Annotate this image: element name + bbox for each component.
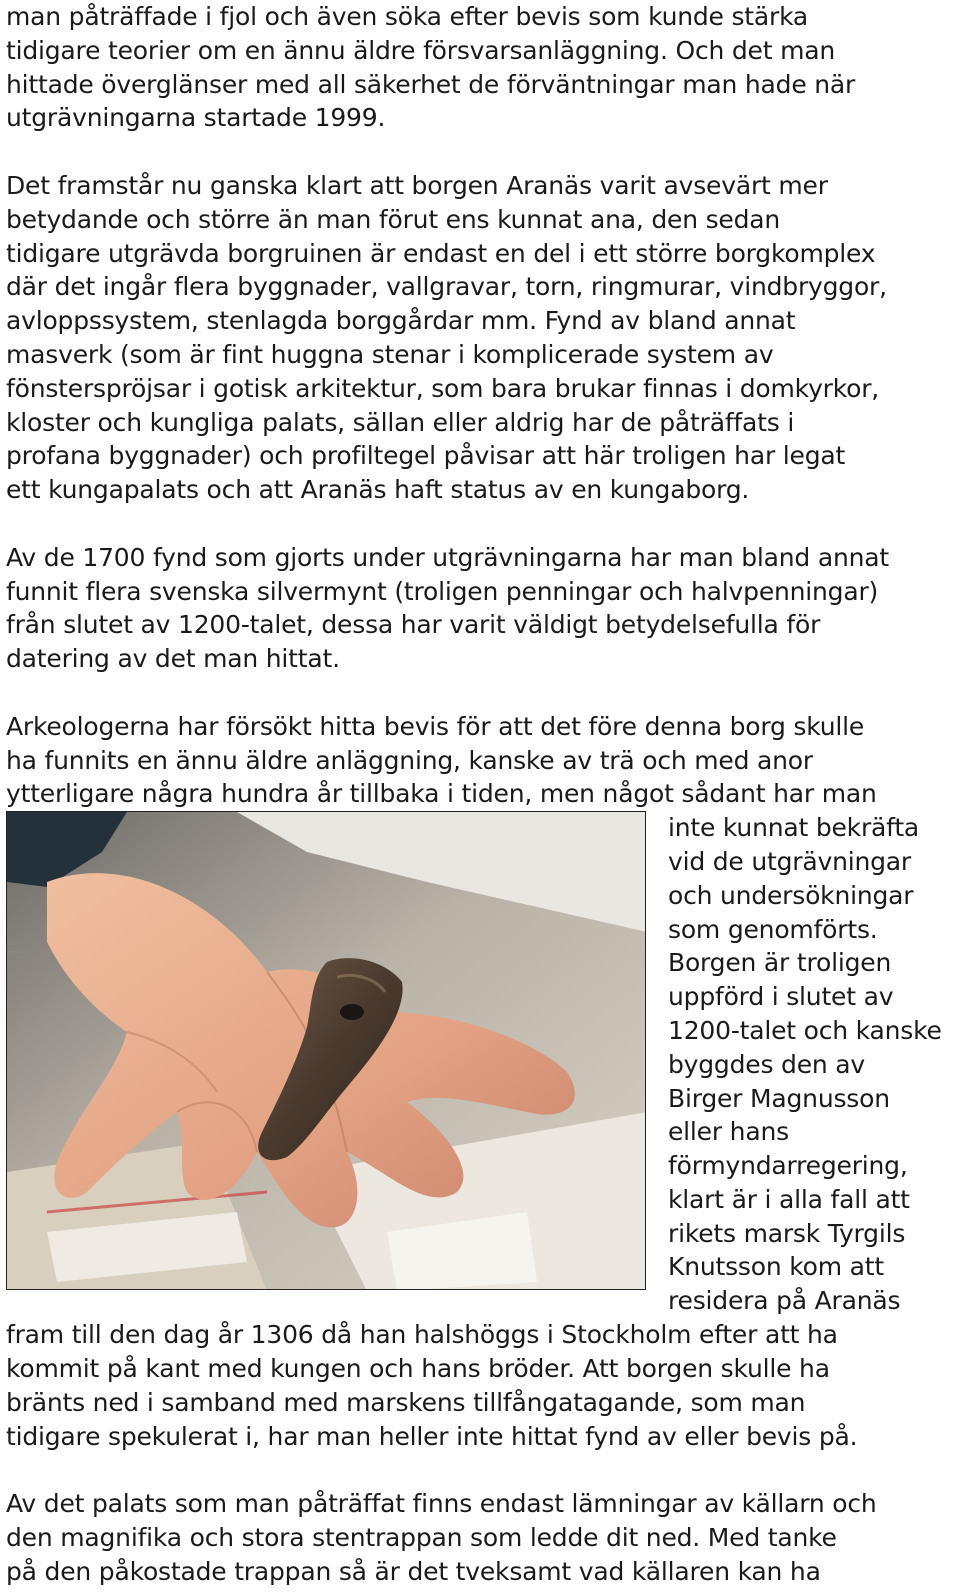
text-line: Av de 1700 fynd som gjorts under utgrävningarna har man bland annat bbox=[6, 542, 889, 572]
wrapped-text-column bbox=[668, 811, 958, 1318]
paragraph-1 bbox=[6, 0, 956, 135]
paragraph-spacer bbox=[6, 1453, 956, 1487]
paragraph-3 bbox=[6, 541, 956, 676]
text-line: residera på Aranäs bbox=[668, 1286, 901, 1316]
text-line: ett kungapalats och att Aranäs haft status av en kungaborg. bbox=[6, 475, 750, 505]
text-line: och undersökningar bbox=[668, 880, 914, 910]
text-line: Av det palats som man påträffat finns endast lämningar av källarn och bbox=[6, 1489, 877, 1519]
text-line: inte kunnat bekräfta bbox=[668, 813, 920, 843]
text-line: utgrävningarna startade 1999. bbox=[6, 103, 386, 133]
text-line: fönsterspröjsar i gotisk arkitektur, som bara brukar finnas i domkyrkor, bbox=[6, 373, 880, 403]
text-line: ytterligare några hundra år tillbaka i tiden, men något sådant har man bbox=[6, 779, 877, 809]
text-line: kloster och kungliga palats, sällan eller aldrig har de påträffats i bbox=[6, 407, 795, 437]
text-line: kommit på kant med kungen och hans bröder. Att borgen skulle ha bbox=[6, 1353, 830, 1383]
paragraph-4-continued bbox=[6, 1318, 956, 1453]
text-line: profana byggnader) och profiltegel påvisar att här troligen har legat bbox=[6, 441, 846, 471]
paragraph-2 bbox=[6, 169, 956, 507]
text-line: man påträffade i fjol och även söka efter bevis som kunde stärka bbox=[6, 2, 809, 31]
text-line: rikets marsk Tyrgils bbox=[668, 1218, 906, 1248]
document-page bbox=[6, 0, 956, 1589]
text-line: tidigare teorier om en ännu äldre försvarsanläggning. Och det man bbox=[6, 35, 835, 65]
text-line: på den påkostade trappan så är det tveksamt vad källaren kan ha bbox=[6, 1556, 821, 1586]
text-line: avloppssystem, stenlagda borggårdar mm. Fynd av bland annat bbox=[6, 306, 796, 336]
paragraph-spacer bbox=[6, 676, 956, 710]
text-line: bränts ned i samband med marskens tillfångatagande, som man bbox=[6, 1387, 806, 1417]
paragraph-spacer bbox=[6, 507, 956, 541]
text-line: byggdes den av bbox=[668, 1049, 865, 1079]
text-line: där det ingår flera byggnader, vallgravar, torn, ringmurar, vindbryggor, bbox=[6, 272, 887, 302]
figure-with-wrapped-text bbox=[6, 811, 956, 1318]
text-line: förmyndarregering, bbox=[668, 1151, 908, 1181]
text-line: Det framstår nu ganska klart att borgen Aranäs varit avsevärt mer bbox=[6, 170, 828, 200]
text-line: fram till den dag år 1306 då han halshöggs i Stockholm efter att ha bbox=[6, 1320, 838, 1350]
paragraph-5 bbox=[6, 1487, 956, 1588]
text-line: 1200-talet och kanske bbox=[668, 1015, 942, 1045]
text-line: klart är i alla fall att bbox=[668, 1184, 910, 1214]
text-line: Borgen är troligen bbox=[668, 948, 892, 978]
text-line: masverk (som är fint huggna stenar i komplicerade system av bbox=[6, 339, 774, 369]
text-line: hittade överglänser med all säkerhet de förväntningar man hade när bbox=[6, 69, 856, 99]
text-line: eller hans bbox=[668, 1117, 789, 1147]
artifact-photo bbox=[6, 811, 646, 1290]
text-line: Knutsson kom att bbox=[668, 1252, 884, 1282]
text-line: som genomförts. bbox=[668, 914, 878, 944]
text-line: funnit flera svenska silvermynt (troligen penningar och halvpenningar) bbox=[6, 576, 879, 606]
text-line: tidigare spekulerat i, har man heller inte hittat fynd av eller bevis på. bbox=[6, 1421, 858, 1451]
text-line: Birger Magnusson bbox=[668, 1083, 890, 1113]
text-line: från slutet av 1200-talet, dessa har varit väldigt betydelsefulla för bbox=[6, 610, 821, 640]
text-line: uppförd i slutet av bbox=[668, 982, 894, 1012]
paragraph-4 bbox=[6, 710, 956, 811]
paragraph-spacer bbox=[6, 135, 956, 169]
text-line: Arkeologerna har försökt hitta bevis för att det före denna borg skulle bbox=[6, 711, 865, 741]
text-line: datering av det man hittat. bbox=[6, 644, 340, 674]
text-line: den magnifika och stora stentrappan som ledde dit ned. Med tanke bbox=[6, 1522, 837, 1552]
text-line: vid de utgrävningar bbox=[668, 846, 911, 876]
text-line: ha funnits en ännu äldre anläggning, kanske av trä och med anor bbox=[6, 745, 813, 775]
hand-holding-artifact-image bbox=[7, 812, 646, 1290]
text-line: betydande och större än man förut ens kunnat ana, den sedan bbox=[6, 204, 781, 234]
text-line: tidigare utgrävda borgruinen är endast en del i ett större borgkomplex bbox=[6, 238, 876, 268]
